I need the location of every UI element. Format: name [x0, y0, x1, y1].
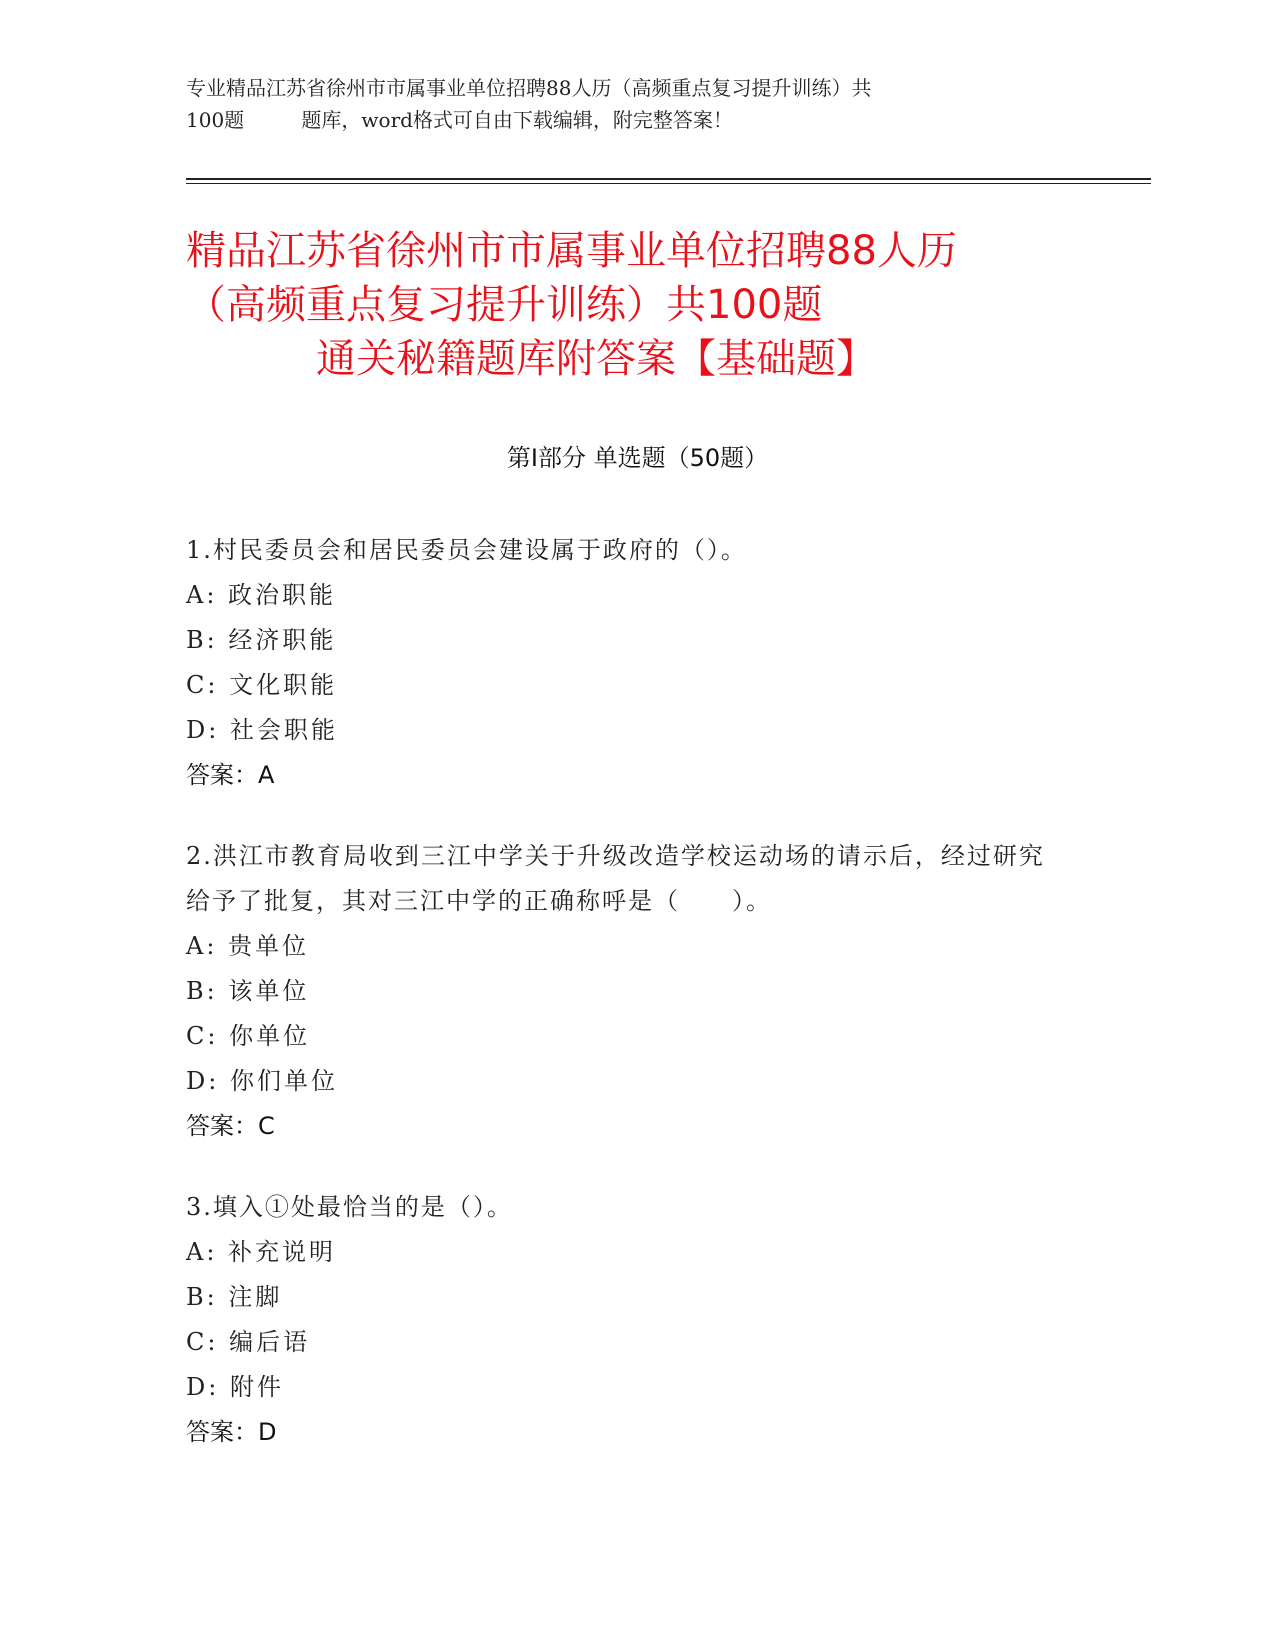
option-d: D: 你们单位: [186, 1067, 338, 1095]
option-a: A: 补充说明: [186, 1238, 337, 1266]
option-c: C: 你单位: [186, 1022, 311, 1050]
header-line-1: 专业精品江苏省徐州市市属事业单位招聘88人历（高频重点复习提升训练）共: [186, 76, 872, 100]
option-d: D: 社会职能: [186, 716, 338, 744]
question-list: [186, 528, 1066, 1491]
question-item: [186, 1185, 1066, 1455]
option-b: B: 注脚: [186, 1283, 283, 1311]
header-line-2: [186, 104, 1046, 136]
option-c: C: 文化职能: [186, 671, 338, 699]
document-title: [186, 224, 1086, 386]
page-header: [186, 72, 1046, 136]
question-item: [186, 528, 1066, 798]
title-line-3: 通关秘籍题库附答案【基础题】: [316, 336, 876, 382]
option-d: D: 附件: [186, 1373, 284, 1401]
header-divider-thick: [186, 178, 1151, 180]
header-question-count: 100题: [186, 108, 245, 132]
title-line-2: （高频重点复习提升训练）共100题: [186, 282, 823, 328]
option-c: C: 编后语: [186, 1328, 311, 1356]
answer: 答案：C: [186, 1112, 275, 1140]
option-a: A: 政治职能: [186, 581, 337, 609]
section-heading: 第Ⅰ部分 单选题（50题）: [506, 444, 769, 472]
question-item: [186, 834, 1066, 1149]
header-divider-thin: [186, 183, 1151, 184]
option-b: B: 经济职能: [186, 626, 337, 654]
title-line-1: 精品江苏省徐州市市属事业单位招聘88人历: [186, 228, 957, 274]
answer: 答案：D: [186, 1418, 277, 1446]
header-description: 题库，word格式可自由下载编辑，附完整答案！: [301, 108, 733, 132]
question-stem: 1.村民委员会和居民委员会建设属于政府的（）。: [186, 536, 747, 564]
option-b: B: 该单位: [186, 977, 310, 1005]
answer: 答案：A: [186, 761, 275, 789]
question-stem: 3.填入①处最恰当的是（）。: [186, 1193, 513, 1221]
option-a: A: 贵单位: [186, 932, 310, 960]
question-stem: 2.洪江市教育局收到三江中学关于升级改造学校运动场的请示后，经过研究给予了批复，其对三江中学的正确称呼是（ ）。: [186, 842, 1045, 915]
